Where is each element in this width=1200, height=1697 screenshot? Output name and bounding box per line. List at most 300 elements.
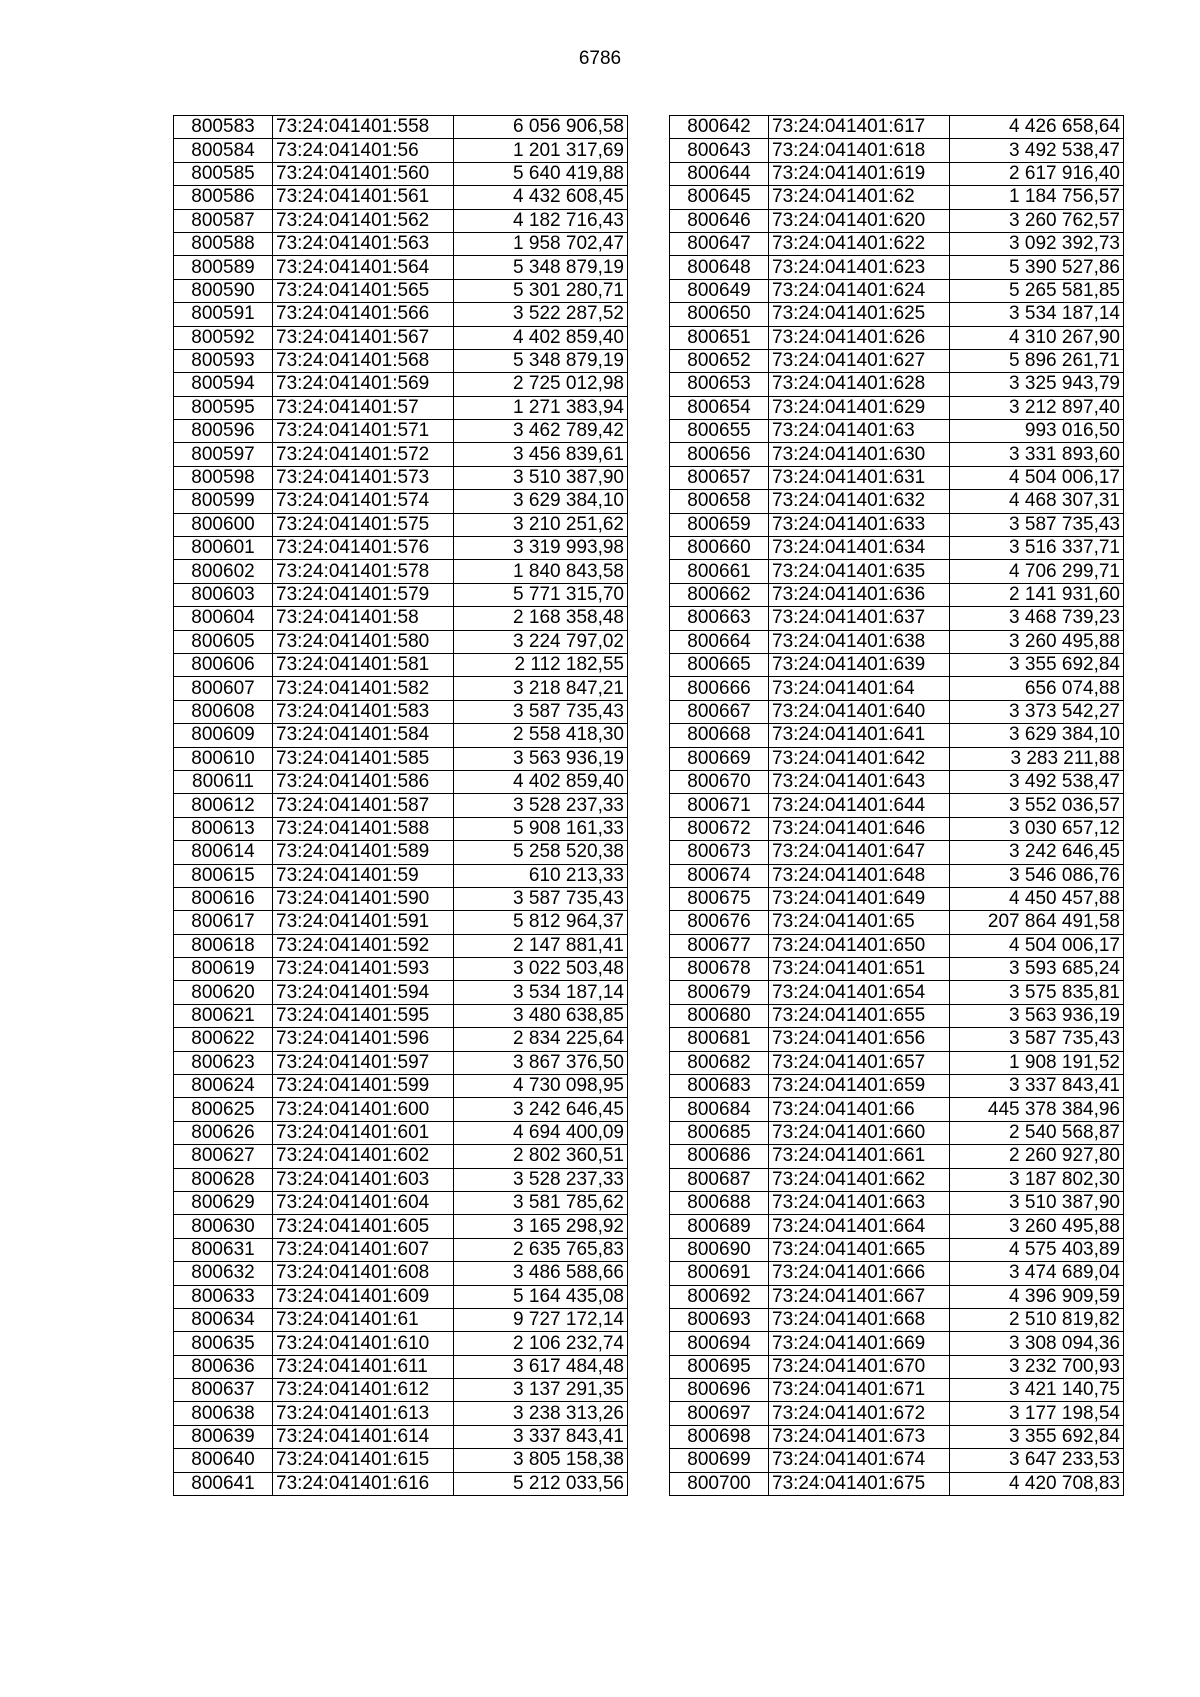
value-cell: 3 030 657,12 bbox=[950, 817, 1124, 840]
value-cell: 3 456 839,61 bbox=[454, 443, 628, 466]
table-row bbox=[174, 1075, 628, 1098]
row-code-cell: 800637 bbox=[174, 1379, 273, 1402]
cadastral-number-cell: 73:24:041401:561 bbox=[273, 186, 454, 209]
table-row bbox=[174, 583, 628, 606]
value-cell: 4 730 098,95 bbox=[454, 1075, 628, 1098]
table-row bbox=[670, 279, 1124, 302]
table-row bbox=[670, 887, 1124, 910]
table-row bbox=[174, 396, 628, 419]
row-code-cell: 800594 bbox=[174, 373, 273, 396]
cadastral-number-cell: 73:24:041401:655 bbox=[769, 1004, 950, 1027]
table-row bbox=[174, 1379, 628, 1402]
table-row bbox=[174, 841, 628, 864]
row-code-cell: 800646 bbox=[670, 209, 769, 232]
row-code-cell: 800592 bbox=[174, 326, 273, 349]
row-code-cell: 800620 bbox=[174, 981, 273, 1004]
table-row bbox=[670, 490, 1124, 513]
table-row bbox=[670, 1472, 1124, 1495]
row-code-cell: 800609 bbox=[174, 724, 273, 747]
row-code-cell: 800660 bbox=[670, 537, 769, 560]
cadastral-number-cell: 73:24:041401:666 bbox=[769, 1262, 950, 1285]
value-cell: 3 480 638,85 bbox=[454, 1004, 628, 1027]
row-code-cell: 800693 bbox=[670, 1308, 769, 1331]
table-row bbox=[174, 279, 628, 302]
value-cell: 3 629 384,10 bbox=[454, 490, 628, 513]
value-cell: 3 224 797,02 bbox=[454, 630, 628, 653]
row-code-cell: 800697 bbox=[670, 1402, 769, 1425]
table-row bbox=[670, 630, 1124, 653]
cadastral-number-cell: 73:24:041401:661 bbox=[769, 1145, 950, 1168]
table-row bbox=[174, 162, 628, 185]
table-row bbox=[670, 1425, 1124, 1448]
table-row bbox=[174, 794, 628, 817]
cadastral-number-cell: 73:24:041401:573 bbox=[273, 466, 454, 489]
row-code-cell: 800681 bbox=[670, 1028, 769, 1051]
value-cell: 3 492 538,47 bbox=[950, 770, 1124, 793]
row-code-cell: 800584 bbox=[174, 139, 273, 162]
row-code-cell: 800588 bbox=[174, 232, 273, 255]
cadastral-number-cell: 73:24:041401:633 bbox=[769, 513, 950, 536]
row-code-cell: 800676 bbox=[670, 911, 769, 934]
row-code-cell: 800600 bbox=[174, 513, 273, 536]
cadastral-number-cell: 73:24:041401:665 bbox=[769, 1238, 950, 1261]
table-row bbox=[174, 630, 628, 653]
value-cell: 3 308 094,36 bbox=[950, 1332, 1124, 1355]
table-row bbox=[670, 326, 1124, 349]
value-cell: 1 958 702,47 bbox=[454, 232, 628, 255]
row-code-cell: 800624 bbox=[174, 1075, 273, 1098]
value-cell: 3 563 936,19 bbox=[454, 747, 628, 770]
table-row bbox=[174, 1262, 628, 1285]
row-code-cell: 800656 bbox=[670, 443, 769, 466]
row-code-cell: 800688 bbox=[670, 1191, 769, 1214]
cadastral-number-cell: 73:24:041401:623 bbox=[769, 256, 950, 279]
value-cell: 3 587 735,43 bbox=[454, 887, 628, 910]
row-code-cell: 800647 bbox=[670, 232, 769, 255]
row-code-cell: 800674 bbox=[670, 864, 769, 887]
row-code-cell: 800610 bbox=[174, 747, 273, 770]
cadastral-number-cell: 73:24:041401:62 bbox=[769, 186, 950, 209]
cadastral-number-cell: 73:24:041401:581 bbox=[273, 653, 454, 676]
row-code-cell: 800591 bbox=[174, 303, 273, 326]
table-row bbox=[174, 770, 628, 793]
row-code-cell: 800615 bbox=[174, 864, 273, 887]
value-cell: 3 260 495,88 bbox=[950, 630, 1124, 653]
value-cell: 5 390 527,86 bbox=[950, 256, 1124, 279]
row-code-cell: 800687 bbox=[670, 1168, 769, 1191]
value-cell: 3 534 187,14 bbox=[454, 981, 628, 1004]
cadastral-number-cell: 73:24:041401:619 bbox=[769, 162, 950, 185]
cadastral-number-cell: 73:24:041401:584 bbox=[273, 724, 454, 747]
value-cell: 1 271 383,94 bbox=[454, 396, 628, 419]
cadastral-number-cell: 73:24:041401:675 bbox=[769, 1472, 950, 1495]
row-code-cell: 800617 bbox=[174, 911, 273, 934]
row-code-cell: 800612 bbox=[174, 794, 273, 817]
table-row bbox=[174, 747, 628, 770]
row-code-cell: 800645 bbox=[670, 186, 769, 209]
row-code-cell: 800601 bbox=[174, 537, 273, 560]
cadastral-number-cell: 73:24:041401:673 bbox=[769, 1425, 950, 1448]
table-row bbox=[174, 1332, 628, 1355]
cadastral-number-cell: 73:24:041401:643 bbox=[769, 770, 950, 793]
right-table-body bbox=[670, 116, 1124, 1496]
cadastral-number-cell: 73:24:041401:641 bbox=[769, 724, 950, 747]
row-code-cell: 800603 bbox=[174, 583, 273, 606]
row-code-cell: 800670 bbox=[670, 770, 769, 793]
table-row bbox=[670, 747, 1124, 770]
cadastral-number-cell: 73:24:041401:626 bbox=[769, 326, 950, 349]
row-code-cell: 800663 bbox=[670, 607, 769, 630]
row-code-cell: 800698 bbox=[670, 1425, 769, 1448]
value-cell: 3 528 237,33 bbox=[454, 794, 628, 817]
value-cell: 3 355 692,84 bbox=[950, 1425, 1124, 1448]
cadastral-number-cell: 73:24:041401:61 bbox=[273, 1308, 454, 1331]
table-row bbox=[670, 770, 1124, 793]
row-code-cell: 800629 bbox=[174, 1191, 273, 1214]
cadastral-number-cell: 73:24:041401:634 bbox=[769, 537, 950, 560]
value-cell: 2 510 819,82 bbox=[950, 1308, 1124, 1331]
cadastral-number-cell: 73:24:041401:582 bbox=[273, 677, 454, 700]
cadastral-number-cell: 73:24:041401:597 bbox=[273, 1051, 454, 1074]
cadastral-number-cell: 73:24:041401:631 bbox=[769, 466, 950, 489]
cadastral-number-cell: 73:24:041401:668 bbox=[769, 1308, 950, 1331]
value-cell: 3 373 542,27 bbox=[950, 700, 1124, 723]
cadastral-number-cell: 73:24:041401:610 bbox=[273, 1332, 454, 1355]
row-code-cell: 800679 bbox=[670, 981, 769, 1004]
cadastral-number-cell: 73:24:041401:66 bbox=[769, 1098, 950, 1121]
value-cell: 3 283 211,88 bbox=[950, 747, 1124, 770]
row-code-cell: 800686 bbox=[670, 1145, 769, 1168]
row-code-cell: 800677 bbox=[670, 934, 769, 957]
table-row bbox=[670, 1379, 1124, 1402]
table-row bbox=[670, 653, 1124, 676]
table-row bbox=[670, 794, 1124, 817]
value-cell: 3 522 287,52 bbox=[454, 303, 628, 326]
value-cell: 610 213,33 bbox=[454, 864, 628, 887]
table-row bbox=[670, 1004, 1124, 1027]
row-code-cell: 800606 bbox=[174, 653, 273, 676]
row-code-cell: 800635 bbox=[174, 1332, 273, 1355]
table-row bbox=[670, 1285, 1124, 1308]
table-row bbox=[174, 1472, 628, 1495]
row-code-cell: 800621 bbox=[174, 1004, 273, 1027]
table-row bbox=[670, 1145, 1124, 1168]
cadastral-number-cell: 73:24:041401:660 bbox=[769, 1121, 950, 1144]
value-cell: 3 218 847,21 bbox=[454, 677, 628, 700]
cadastral-number-cell: 73:24:041401:604 bbox=[273, 1191, 454, 1214]
value-cell: 3 587 735,43 bbox=[454, 700, 628, 723]
value-cell: 3 474 689,04 bbox=[950, 1262, 1124, 1285]
value-cell: 3 187 802,30 bbox=[950, 1168, 1124, 1191]
cadastral-number-cell: 73:24:041401:624 bbox=[769, 279, 950, 302]
value-cell: 5 812 964,37 bbox=[454, 911, 628, 934]
cadastral-number-cell: 73:24:041401:592 bbox=[273, 934, 454, 957]
value-cell: 3 242 646,45 bbox=[950, 841, 1124, 864]
value-cell: 4 504 006,17 bbox=[950, 934, 1124, 957]
cadastral-number-cell: 73:24:041401:651 bbox=[769, 958, 950, 981]
table-row bbox=[670, 139, 1124, 162]
table-row bbox=[174, 677, 628, 700]
row-code-cell: 800657 bbox=[670, 466, 769, 489]
cadastral-number-cell: 73:24:041401:562 bbox=[273, 209, 454, 232]
cadastral-number-cell: 73:24:041401:59 bbox=[273, 864, 454, 887]
value-cell: 4 450 457,88 bbox=[950, 887, 1124, 910]
row-code-cell: 800669 bbox=[670, 747, 769, 770]
value-cell: 4 706 299,71 bbox=[950, 560, 1124, 583]
cadastral-number-cell: 73:24:041401:563 bbox=[273, 232, 454, 255]
value-cell: 2 112 182,55 bbox=[454, 653, 628, 676]
row-code-cell: 800653 bbox=[670, 373, 769, 396]
cadastral-number-cell: 73:24:041401:599 bbox=[273, 1075, 454, 1098]
row-code-cell: 800671 bbox=[670, 794, 769, 817]
row-code-cell: 800666 bbox=[670, 677, 769, 700]
table-row bbox=[174, 887, 628, 910]
value-cell: 5 212 033,56 bbox=[454, 1472, 628, 1495]
cadastral-number-cell: 73:24:041401:667 bbox=[769, 1285, 950, 1308]
table-row bbox=[174, 607, 628, 630]
table-row bbox=[174, 1028, 628, 1051]
value-cell: 4 182 716,43 bbox=[454, 209, 628, 232]
value-cell: 5 348 879,19 bbox=[454, 256, 628, 279]
table-row bbox=[670, 303, 1124, 326]
row-code-cell: 800684 bbox=[670, 1098, 769, 1121]
value-cell: 4 694 400,09 bbox=[454, 1121, 628, 1144]
value-cell: 2 106 232,74 bbox=[454, 1332, 628, 1355]
value-cell: 5 348 879,19 bbox=[454, 349, 628, 372]
value-cell: 3 510 387,90 bbox=[950, 1191, 1124, 1214]
cadastral-number-cell: 73:24:041401:576 bbox=[273, 537, 454, 560]
table-row bbox=[670, 1308, 1124, 1331]
row-code-cell: 800604 bbox=[174, 607, 273, 630]
row-code-cell: 800628 bbox=[174, 1168, 273, 1191]
cadastral-number-cell: 73:24:041401:622 bbox=[769, 232, 950, 255]
value-cell: 3 238 313,26 bbox=[454, 1402, 628, 1425]
cadastral-number-cell: 73:24:041401:620 bbox=[769, 209, 950, 232]
table-row bbox=[174, 560, 628, 583]
table-row bbox=[174, 537, 628, 560]
row-code-cell: 800595 bbox=[174, 396, 273, 419]
value-cell: 5 258 520,38 bbox=[454, 841, 628, 864]
table-row bbox=[174, 116, 628, 139]
row-code-cell: 800632 bbox=[174, 1262, 273, 1285]
row-code-cell: 800630 bbox=[174, 1215, 273, 1238]
row-code-cell: 800616 bbox=[174, 887, 273, 910]
row-code-cell: 800593 bbox=[174, 349, 273, 372]
table-row bbox=[174, 256, 628, 279]
cadastral-number-cell: 73:24:041401:674 bbox=[769, 1449, 950, 1472]
table-row bbox=[670, 513, 1124, 536]
value-cell: 9 727 172,14 bbox=[454, 1308, 628, 1331]
value-cell: 3 486 588,66 bbox=[454, 1262, 628, 1285]
value-cell: 4 420 708,83 bbox=[950, 1472, 1124, 1495]
cadastral-number-cell: 73:24:041401:648 bbox=[769, 864, 950, 887]
row-code-cell: 800672 bbox=[670, 817, 769, 840]
row-code-cell: 800608 bbox=[174, 700, 273, 723]
row-code-cell: 800652 bbox=[670, 349, 769, 372]
cadastral-number-cell: 73:24:041401:560 bbox=[273, 162, 454, 185]
table-row bbox=[670, 583, 1124, 606]
value-cell: 3 260 762,57 bbox=[950, 209, 1124, 232]
table-row bbox=[174, 420, 628, 443]
cadastral-number-cell: 73:24:041401:605 bbox=[273, 1215, 454, 1238]
row-code-cell: 800589 bbox=[174, 256, 273, 279]
table-row bbox=[174, 209, 628, 232]
row-code-cell: 800673 bbox=[670, 841, 769, 864]
table-row bbox=[174, 139, 628, 162]
table-row bbox=[670, 677, 1124, 700]
row-code-cell: 800685 bbox=[670, 1121, 769, 1144]
row-code-cell: 800583 bbox=[174, 116, 273, 139]
value-cell: 3 468 739,23 bbox=[950, 607, 1124, 630]
value-cell: 3 022 503,48 bbox=[454, 958, 628, 981]
table-row bbox=[174, 232, 628, 255]
table-row bbox=[670, 232, 1124, 255]
table-row bbox=[670, 209, 1124, 232]
cadastral-number-cell: 73:24:041401:632 bbox=[769, 490, 950, 513]
value-cell: 2 141 931,60 bbox=[950, 583, 1124, 606]
cadastral-number-cell: 73:24:041401:649 bbox=[769, 887, 950, 910]
cadastral-number-cell: 73:24:041401:566 bbox=[273, 303, 454, 326]
table-row bbox=[174, 864, 628, 887]
table-row bbox=[670, 1402, 1124, 1425]
table-row bbox=[670, 958, 1124, 981]
table-row bbox=[174, 1051, 628, 1074]
value-cell: 5 301 280,71 bbox=[454, 279, 628, 302]
row-code-cell: 800619 bbox=[174, 958, 273, 981]
value-cell: 5 908 161,33 bbox=[454, 817, 628, 840]
table-row bbox=[670, 186, 1124, 209]
cadastral-number-cell: 73:24:041401:672 bbox=[769, 1402, 950, 1425]
value-cell: 207 864 491,58 bbox=[950, 911, 1124, 934]
table-row bbox=[174, 1449, 628, 1472]
cadastral-number-cell: 73:24:041401:568 bbox=[273, 349, 454, 372]
table-row bbox=[174, 1004, 628, 1027]
row-code-cell: 800678 bbox=[670, 958, 769, 981]
row-code-cell: 800611 bbox=[174, 770, 273, 793]
row-code-cell: 800602 bbox=[174, 560, 273, 583]
cadastral-number-cell: 73:24:041401:628 bbox=[769, 373, 950, 396]
table-row bbox=[174, 1191, 628, 1214]
table-row bbox=[174, 326, 628, 349]
cadastral-number-cell: 73:24:041401:586 bbox=[273, 770, 454, 793]
cadastral-number-cell: 73:24:041401:587 bbox=[273, 794, 454, 817]
value-cell: 3 528 237,33 bbox=[454, 1168, 628, 1191]
row-code-cell: 800680 bbox=[670, 1004, 769, 1027]
cadastral-number-cell: 73:24:041401:670 bbox=[769, 1355, 950, 1378]
cadastral-number-cell: 73:24:041401:636 bbox=[769, 583, 950, 606]
cadastral-number-cell: 73:24:041401:589 bbox=[273, 841, 454, 864]
row-code-cell: 800664 bbox=[670, 630, 769, 653]
value-cell: 1 908 191,52 bbox=[950, 1051, 1124, 1074]
row-code-cell: 800626 bbox=[174, 1121, 273, 1144]
value-cell: 3 587 735,43 bbox=[950, 1028, 1124, 1051]
row-code-cell: 800618 bbox=[174, 934, 273, 957]
row-code-cell: 800633 bbox=[174, 1285, 273, 1308]
value-cell: 3 092 392,73 bbox=[950, 232, 1124, 255]
right-table bbox=[669, 115, 1124, 1496]
cadastral-number-cell: 73:24:041401:571 bbox=[273, 420, 454, 443]
table-row bbox=[670, 116, 1124, 139]
cadastral-number-cell: 73:24:041401:640 bbox=[769, 700, 950, 723]
row-code-cell: 800695 bbox=[670, 1355, 769, 1378]
row-code-cell: 800662 bbox=[670, 583, 769, 606]
cadastral-number-cell: 73:24:041401:585 bbox=[273, 747, 454, 770]
row-code-cell: 800700 bbox=[670, 1472, 769, 1495]
row-code-cell: 800665 bbox=[670, 653, 769, 676]
row-code-cell: 800651 bbox=[670, 326, 769, 349]
table-row bbox=[174, 1355, 628, 1378]
value-cell: 3 563 936,19 bbox=[950, 1004, 1124, 1027]
table-row bbox=[174, 1402, 628, 1425]
cadastral-number-cell: 73:24:041401:565 bbox=[273, 279, 454, 302]
value-cell: 4 468 307,31 bbox=[950, 490, 1124, 513]
row-code-cell: 800661 bbox=[670, 560, 769, 583]
row-code-cell: 800627 bbox=[174, 1145, 273, 1168]
table-row bbox=[670, 537, 1124, 560]
cadastral-number-cell: 73:24:041401:637 bbox=[769, 607, 950, 630]
row-code-cell: 800643 bbox=[670, 139, 769, 162]
value-cell: 3 552 036,57 bbox=[950, 794, 1124, 817]
value-cell: 5 771 315,70 bbox=[454, 583, 628, 606]
cadastral-number-cell: 73:24:041401:630 bbox=[769, 443, 950, 466]
value-cell: 1 201 317,69 bbox=[454, 139, 628, 162]
table-row bbox=[670, 911, 1124, 934]
row-code-cell: 800683 bbox=[670, 1075, 769, 1098]
row-code-cell: 800613 bbox=[174, 817, 273, 840]
cadastral-number-cell: 73:24:041401:646 bbox=[769, 817, 950, 840]
value-cell: 3 319 993,98 bbox=[454, 537, 628, 560]
table-row bbox=[174, 373, 628, 396]
row-code-cell: 800659 bbox=[670, 513, 769, 536]
value-cell: 3 210 251,62 bbox=[454, 513, 628, 536]
table-row bbox=[174, 349, 628, 372]
cadastral-number-cell: 73:24:041401:579 bbox=[273, 583, 454, 606]
row-code-cell: 800696 bbox=[670, 1379, 769, 1402]
table-row bbox=[174, 513, 628, 536]
table-row bbox=[670, 981, 1124, 1004]
table-row bbox=[670, 560, 1124, 583]
value-cell: 5 640 419,88 bbox=[454, 162, 628, 185]
table-row bbox=[670, 1332, 1124, 1355]
value-cell: 3 177 198,54 bbox=[950, 1402, 1124, 1425]
value-cell: 3 575 835,81 bbox=[950, 981, 1124, 1004]
cadastral-number-cell: 73:24:041401:614 bbox=[273, 1425, 454, 1448]
value-cell: 3 331 893,60 bbox=[950, 443, 1124, 466]
table-row bbox=[174, 1098, 628, 1121]
row-code-cell: 800597 bbox=[174, 443, 273, 466]
row-code-cell: 800614 bbox=[174, 841, 273, 864]
table-row bbox=[670, 1215, 1124, 1238]
value-cell: 2 802 360,51 bbox=[454, 1145, 628, 1168]
value-cell: 3 462 789,42 bbox=[454, 420, 628, 443]
row-code-cell: 800639 bbox=[174, 1425, 273, 1448]
cadastral-number-cell: 73:24:041401:657 bbox=[769, 1051, 950, 1074]
value-cell: 2 540 568,87 bbox=[950, 1121, 1124, 1144]
value-cell: 5 265 581,85 bbox=[950, 279, 1124, 302]
value-cell: 3 805 158,38 bbox=[454, 1449, 628, 1472]
value-cell: 3 581 785,62 bbox=[454, 1191, 628, 1214]
table-row bbox=[670, 864, 1124, 887]
table-row bbox=[174, 443, 628, 466]
cadastral-number-cell: 73:24:041401:635 bbox=[769, 560, 950, 583]
cadastral-number-cell: 73:24:041401:639 bbox=[769, 653, 950, 676]
value-cell: 3 617 484,48 bbox=[454, 1355, 628, 1378]
table-row bbox=[174, 186, 628, 209]
table-row bbox=[174, 958, 628, 981]
row-code-cell: 800648 bbox=[670, 256, 769, 279]
value-cell: 4 402 859,40 bbox=[454, 770, 628, 793]
value-cell: 3 593 685,24 bbox=[950, 958, 1124, 981]
